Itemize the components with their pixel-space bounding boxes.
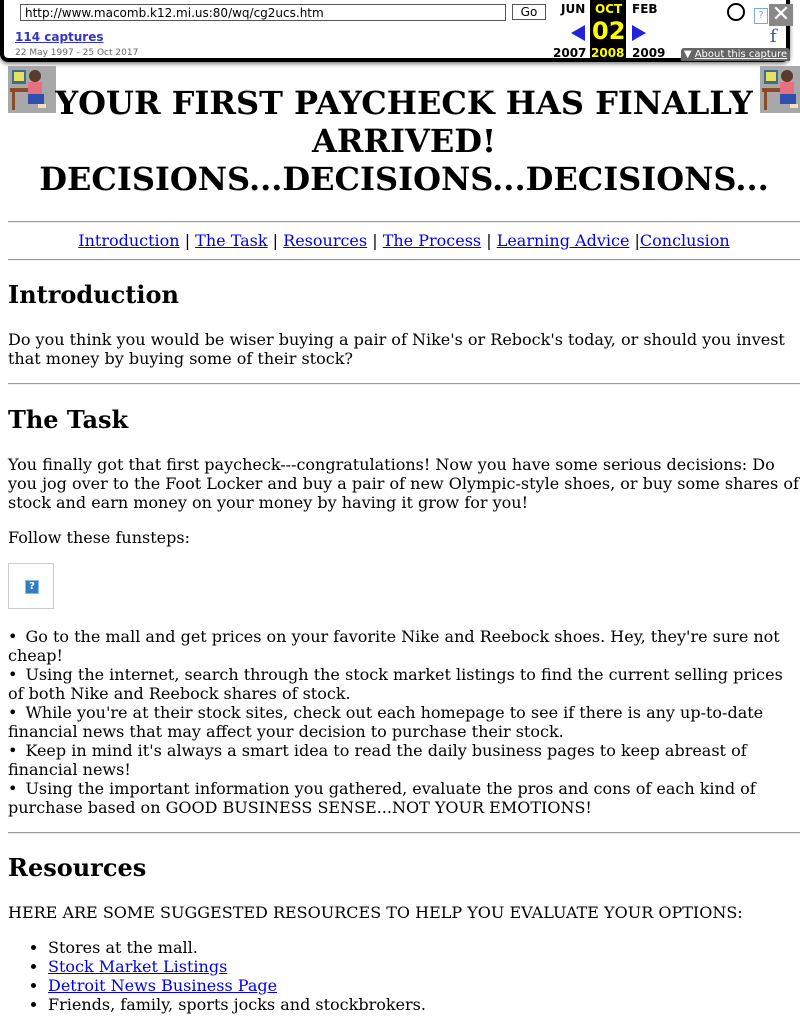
nav-introduction[interactable]: Introduction <box>78 231 180 250</box>
list-item: • Stores at the mall. <box>48 938 800 957</box>
current-month: OCT <box>595 2 623 16</box>
follow-steps-text: Follow these funsteps: <box>8 528 190 547</box>
broken-image <box>8 563 54 609</box>
help-icon[interactable]: ? <box>754 8 768 24</box>
nav-separator: | <box>634 231 640 250</box>
divider <box>8 259 800 261</box>
nav-the-task[interactable]: The Task <box>195 231 268 250</box>
next-month-link[interactable]: FEB <box>632 2 658 16</box>
page-title-line1: YOUR FIRST PAYCHECK HAS FINALLY ARRIVED! <box>55 84 753 160</box>
introduction-heading: Introduction <box>8 280 179 309</box>
nav-separator: | <box>372 231 378 250</box>
nav-separator: | <box>486 231 492 250</box>
resources-heading: Resources <box>8 853 147 882</box>
introduction-text: Do you think you would be wiser buying a pair of Nike's or Rebock's today, or should you invest that money by buying some of their stock? <box>8 330 785 368</box>
divider <box>8 383 800 385</box>
divider <box>8 221 800 223</box>
list-item: • Go to the mall and get prices on your favorite Nike and Reebock shoes. Hey, they're sure not cheap! <box>8 627 800 665</box>
prev-month-link[interactable]: JUN <box>561 2 586 16</box>
nav-conclusion[interactable]: Conclusion <box>639 231 730 250</box>
list-item <box>48 957 800 976</box>
list-item: • Using the internet, search through the stock market listings to find the current selling prices of both Nike and Reebock shares of stock. <box>8 665 800 703</box>
wayback-toolbar <box>0 0 790 62</box>
wayback-go-button[interactable]: Go <box>512 4 546 20</box>
resources-intro: HERE ARE SOME SUGGESTED RESOURCES TO HELP YOU EVALUATE YOUR OPTIONS: <box>8 903 743 922</box>
nav-resources[interactable]: Resources <box>283 231 368 250</box>
current-year: 2008 <box>591 46 625 60</box>
nav-learning-advice[interactable]: Learning Advice <box>496 231 630 250</box>
stock-market-listings-link[interactable]: Stock Market Listings <box>48 957 228 976</box>
page-title-line2: DECISIONS...DECISIONS...DECISIONS... <box>39 160 769 198</box>
page-title <box>8 84 800 198</box>
next-year-link[interactable]: 2009 <box>632 46 666 60</box>
prev-capture-arrow-icon[interactable] <box>571 25 585 41</box>
list-item: • While you're at their stock sites, check out each homepage to see if there is any up-to-date financial news that may affect your decision to purchase their stock. <box>8 703 800 741</box>
facebook-share-icon[interactable]: f <box>770 26 777 47</box>
list-item <box>48 976 800 995</box>
task-text: You finally got that first paycheck---congratulations! Now you have some serious decisions: Do you jog over to the Foot Locker and buy a pair of new Olympic-style shoes, or buy some shares of stock and earn money on your money by having it grow for you! <box>8 455 799 512</box>
about-capture-label: About this capture <box>694 49 788 60</box>
broken-image-icon: ? <box>25 580 39 594</box>
detroit-news-business-link[interactable]: Detroit News Business Page <box>48 976 278 995</box>
about-arrow-icon: ▼ <box>683 49 692 60</box>
resources-list <box>48 938 800 1014</box>
list-item: • Keep in mind it's always a smart idea to read the daily business pages to keep abreast of financial news! <box>8 741 800 779</box>
section-nav <box>8 231 800 251</box>
wayback-url-input[interactable] <box>20 4 506 21</box>
captures-link[interactable]: 114 captures <box>15 30 104 44</box>
current-day: 02 <box>592 17 626 45</box>
list-item: • Using the important information you gathered, evaluate the pros and cons of each kind of purchase based on GOOD BUSINESS SENSE...NOT YOUR EMOTIONS! <box>8 779 800 817</box>
task-heading: The Task <box>8 405 129 434</box>
about-capture-button[interactable] <box>681 48 790 61</box>
nav-separator: | <box>184 231 191 250</box>
next-capture-arrow-icon[interactable] <box>632 25 646 41</box>
divider <box>8 832 800 834</box>
task-steps-list <box>8 627 800 817</box>
list-item: • Friends, family, sports jocks and stockbrokers. <box>48 995 800 1014</box>
close-toolbar-icon[interactable]: ✕ <box>769 4 793 26</box>
loading-circle-icon <box>727 3 745 21</box>
nav-separator: | <box>272 231 279 250</box>
nav-the-process[interactable]: The Process <box>382 231 482 250</box>
prev-year-link[interactable]: 2007 <box>553 46 587 60</box>
capture-date-range: 22 May 1997 - 25 Oct 2017 <box>15 48 139 58</box>
